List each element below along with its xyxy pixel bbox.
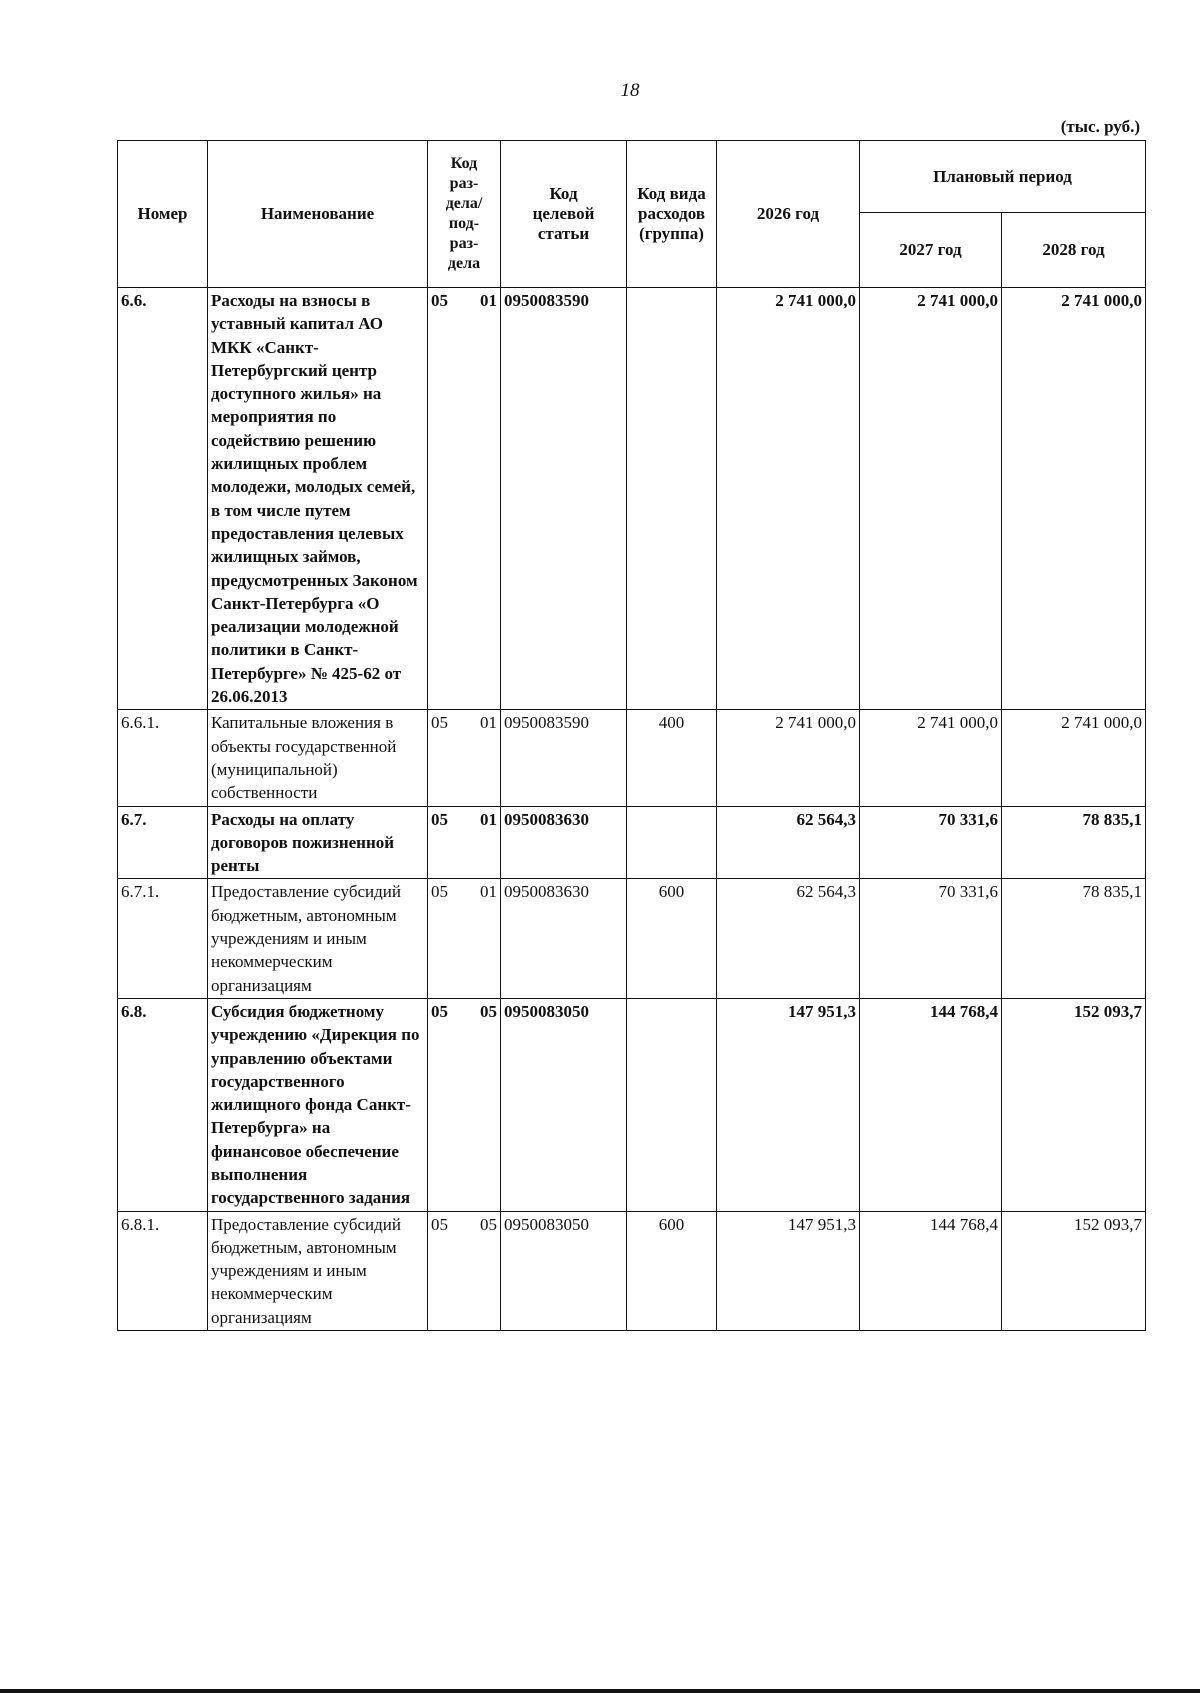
row-amount-2028: 2 741 000,0: [1002, 288, 1146, 710]
row-section-code: 05 01: [428, 710, 501, 806]
row-number: 6.7.: [118, 806, 208, 879]
row-expense-code: [627, 288, 717, 710]
row-section-code: 05 05: [428, 1211, 501, 1330]
units-label: (тыс. руб.): [1060, 117, 1140, 136]
row-section-code: 05 01: [428, 288, 501, 710]
row-amount-2028: 78 835,1: [1002, 806, 1146, 879]
row-number: 6.6.1.: [118, 710, 208, 806]
scan-bottom-edge: [0, 1689, 1200, 1693]
row-number: 6.6.: [118, 288, 208, 710]
row-amount-2028: 2 741 000,0: [1002, 710, 1146, 806]
row-target-code: 0950083050: [501, 1211, 627, 1330]
header-year-2028: 2028 год: [1002, 213, 1146, 288]
row-number: 6.8.1.: [118, 1211, 208, 1330]
row-section-code: 05 05: [428, 998, 501, 1211]
header-number: Номер: [118, 141, 208, 288]
row-name: Расходы на взносы в уставный капитал АО МКК «Санкт-Петербургский центр доступного жилья» на мероприятия по содействию решению жилищных проблем молодежи, молодых семей, в том числе путем предоставления целевых жилищных займов, предусмотренных Законом Санкт-Петербурга «О реализации молодежной политики в Санкт-Петербурге» № 425-62 от 26.06.2013: [208, 288, 428, 710]
header-year-2026: 2026 год: [717, 141, 860, 288]
header-expense-code: Код вида расходов (группа): [627, 141, 717, 288]
header-planned-period: Плановый период: [860, 141, 1146, 213]
row-target-code: 0950083590: [501, 288, 627, 710]
row-number: 6.8.: [118, 998, 208, 1211]
row-section-code: 05 01: [428, 806, 501, 879]
row-expense-code: [627, 998, 717, 1211]
row-name: Субсидия бюджетному учреждению «Дирекция по управлению объектами государственного жилищного фонда Санкт-Петербурга» на финансовое обеспечение выполнения государственного задания: [208, 998, 428, 1211]
row-amount-2028: 152 093,7: [1002, 1211, 1146, 1330]
row-name: Расходы на оплату договоров пожизненной ренты: [208, 806, 428, 879]
header-year-2027: 2027 год: [860, 213, 1002, 288]
header-section-code: Код раз- дела/ под- раз- дела: [428, 141, 501, 288]
row-name: Предоставление субсидий бюджетным, автономным учреждениям и иным некоммерческим организациям: [208, 1211, 428, 1330]
row-name: Капитальные вложения в объекты государственной (муниципальной) собственности: [208, 710, 428, 806]
row-amount-2027: 2 741 000,0: [860, 710, 1002, 806]
row-amount-2026: 62 564,3: [717, 806, 860, 879]
row-target-code: 0950083630: [501, 806, 627, 879]
row-amount-2026: 2 741 000,0: [717, 710, 860, 806]
row-expense-code: 400: [627, 710, 717, 806]
page-number: 18: [620, 80, 640, 101]
row-name: Предоставление субсидий бюджетным, автономным учреждениям и иным некоммерческим организациям: [208, 879, 428, 998]
row-target-code: 0950083590: [501, 710, 627, 806]
row-section-code: 05 01: [428, 879, 501, 998]
header-target-code: Код целевой статьи: [501, 141, 627, 288]
table-row: [118, 806, 1146, 879]
row-amount-2028: 78 835,1: [1002, 879, 1146, 998]
table-row: [118, 288, 1146, 710]
row-amount-2026: 147 951,3: [717, 998, 860, 1211]
row-amount-2027: 70 331,6: [860, 879, 1002, 998]
row-amount-2027: 70 331,6: [860, 806, 1002, 879]
row-number: 6.7.1.: [118, 879, 208, 998]
table-row: [118, 710, 1146, 806]
budget-table: [117, 140, 1146, 1331]
row-amount-2026: 2 741 000,0: [717, 288, 860, 710]
row-amount-2026: 147 951,3: [717, 1211, 860, 1330]
row-target-code: 0950083630: [501, 879, 627, 998]
row-expense-code: 600: [627, 879, 717, 998]
table-row: [118, 1211, 1146, 1330]
row-amount-2026: 62 564,3: [717, 879, 860, 998]
row-expense-code: 600: [627, 1211, 717, 1330]
row-expense-code: [627, 806, 717, 879]
header-name: Наименование: [208, 141, 428, 288]
row-amount-2027: 2 741 000,0: [860, 288, 1002, 710]
row-amount-2028: 152 093,7: [1002, 998, 1146, 1211]
table-row: [118, 879, 1146, 998]
row-amount-2027: 144 768,4: [860, 1211, 1002, 1330]
row-amount-2027: 144 768,4: [860, 998, 1002, 1211]
table-row: [118, 998, 1146, 1211]
row-target-code: 0950083050: [501, 998, 627, 1211]
